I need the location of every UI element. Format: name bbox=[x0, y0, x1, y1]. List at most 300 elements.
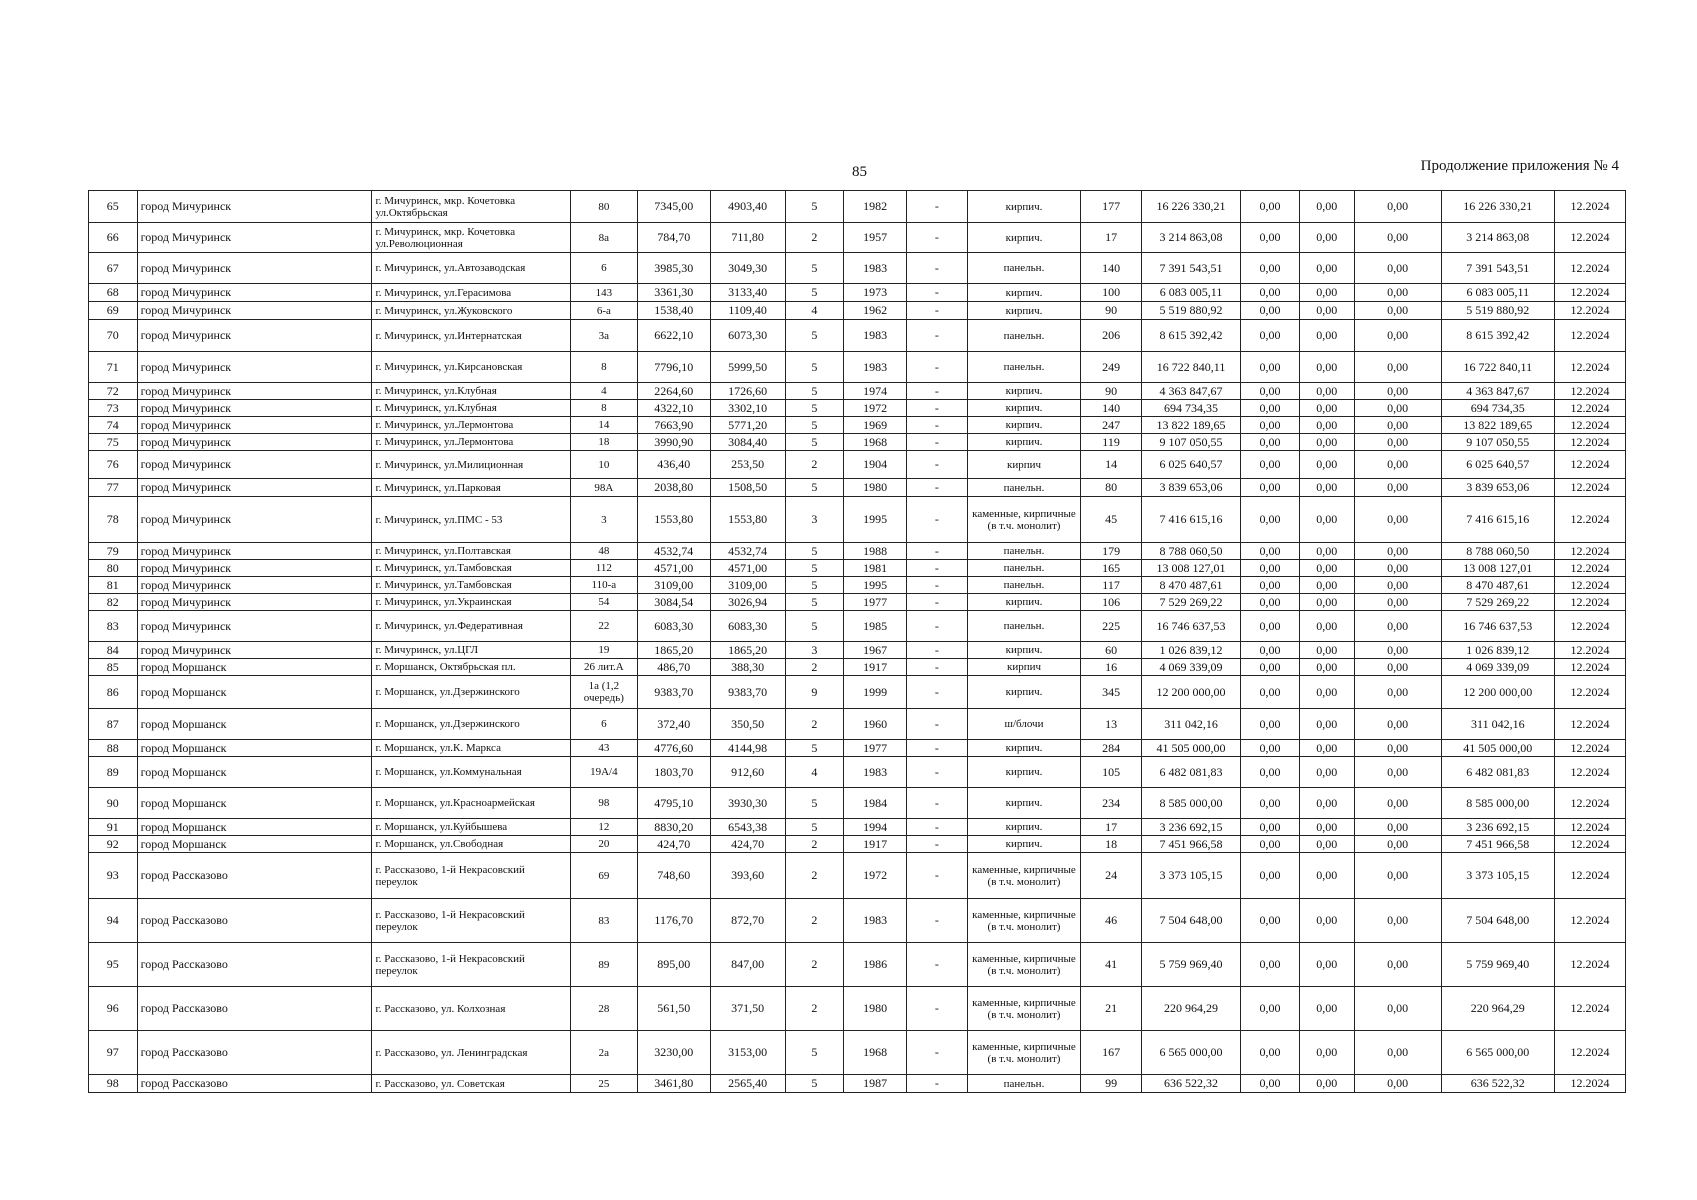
deadline-cell: 12.2024 bbox=[1555, 560, 1626, 577]
floors-cell: 5 bbox=[785, 400, 844, 417]
house-number-cell: 12 bbox=[570, 819, 637, 836]
table-row bbox=[89, 676, 1626, 709]
living-area-cell: 350,50 bbox=[710, 709, 785, 740]
total-area-cell: 424,70 bbox=[637, 836, 710, 853]
cost-cell: 16 746 637,53 bbox=[1141, 611, 1240, 642]
year-built-cell: 1917 bbox=[844, 836, 907, 853]
dash-cell: - bbox=[907, 497, 968, 543]
total-cost-cell: 16 746 637,53 bbox=[1441, 611, 1554, 642]
living-area-cell: 6073,30 bbox=[710, 320, 785, 352]
dash-cell: - bbox=[907, 1031, 968, 1075]
house-number-cell: 8а bbox=[570, 223, 637, 253]
residents-cell: 14 bbox=[1081, 451, 1142, 479]
cost-cell: 12 200 000,00 bbox=[1141, 676, 1240, 709]
row-number: 75 bbox=[89, 434, 138, 451]
municipality-cell: город Мичуринск bbox=[137, 352, 372, 383]
table-row bbox=[89, 740, 1626, 757]
year-built-cell: 1917 bbox=[844, 659, 907, 676]
row-number: 88 bbox=[89, 740, 138, 757]
total-cost-cell: 220 964,29 bbox=[1441, 987, 1554, 1031]
cost-cell: 311 042,16 bbox=[1141, 709, 1240, 740]
row-number: 66 bbox=[89, 223, 138, 253]
fund-1-cell: 0,00 bbox=[1241, 577, 1300, 594]
living-area-cell: 371,50 bbox=[710, 987, 785, 1031]
year-built-cell: 1967 bbox=[844, 642, 907, 659]
house-number-cell: 48 bbox=[570, 543, 637, 560]
fund-1-cell: 0,00 bbox=[1241, 899, 1300, 943]
fund-3-cell: 0,00 bbox=[1354, 987, 1441, 1031]
dash-cell: - bbox=[907, 788, 968, 819]
total-area-cell: 748,60 bbox=[637, 853, 710, 899]
residents-cell: 247 bbox=[1081, 417, 1142, 434]
deadline-cell: 12.2024 bbox=[1555, 1075, 1626, 1093]
fund-2-cell: 0,00 bbox=[1299, 642, 1354, 659]
deadline-cell: 12.2024 bbox=[1555, 417, 1626, 434]
cost-cell: 220 964,29 bbox=[1141, 987, 1240, 1031]
dash-cell: - bbox=[907, 836, 968, 853]
municipality-cell: город Мичуринск bbox=[137, 560, 372, 577]
table-row bbox=[89, 497, 1626, 543]
floors-cell: 5 bbox=[785, 788, 844, 819]
residents-cell: 16 bbox=[1081, 659, 1142, 676]
fund-2-cell: 0,00 bbox=[1299, 1075, 1354, 1093]
floors-cell: 2 bbox=[785, 836, 844, 853]
house-number-cell: 3а bbox=[570, 320, 637, 352]
row-number: 84 bbox=[89, 642, 138, 659]
total-area-cell: 3230,00 bbox=[637, 1031, 710, 1075]
total-cost-cell: 7 529 269,22 bbox=[1441, 594, 1554, 611]
dash-cell: - bbox=[907, 676, 968, 709]
address-cell: г. Рассказово, 1-й Некрасовский переулок bbox=[372, 899, 570, 943]
living-area-cell: 2565,40 bbox=[710, 1075, 785, 1093]
living-area-cell: 4571,00 bbox=[710, 560, 785, 577]
fund-2-cell: 0,00 bbox=[1299, 709, 1354, 740]
deadline-cell: 12.2024 bbox=[1555, 676, 1626, 709]
fund-3-cell: 0,00 bbox=[1354, 740, 1441, 757]
fund-3-cell: 0,00 bbox=[1354, 497, 1441, 543]
year-built-cell: 1994 bbox=[844, 819, 907, 836]
table-row bbox=[89, 659, 1626, 676]
year-built-cell: 1983 bbox=[844, 899, 907, 943]
dash-cell: - bbox=[907, 191, 968, 223]
address-cell: г. Мичуринск, мкр. Кочетовка ул.Революционная bbox=[372, 223, 570, 253]
municipality-cell: город Рассказово bbox=[137, 987, 372, 1031]
deadline-cell: 12.2024 bbox=[1555, 497, 1626, 543]
cost-cell: 16 226 330,21 bbox=[1141, 191, 1240, 223]
house-number-cell: 69 bbox=[570, 853, 637, 899]
year-built-cell: 1983 bbox=[844, 253, 907, 284]
municipality-cell: город Мичуринск bbox=[137, 543, 372, 560]
fund-1-cell: 0,00 bbox=[1241, 284, 1300, 302]
municipality-cell: город Моршанск bbox=[137, 819, 372, 836]
house-number-cell: 143 bbox=[570, 284, 637, 302]
total-cost-cell: 41 505 000,00 bbox=[1441, 740, 1554, 757]
total-cost-cell: 7 504 648,00 bbox=[1441, 899, 1554, 943]
address-cell: г. Мичуринск, ул.Украинская bbox=[372, 594, 570, 611]
row-number: 92 bbox=[89, 836, 138, 853]
fund-1-cell: 0,00 bbox=[1241, 479, 1300, 497]
total-area-cell: 4776,60 bbox=[637, 740, 710, 757]
living-area-cell: 3930,30 bbox=[710, 788, 785, 819]
fund-2-cell: 0,00 bbox=[1299, 320, 1354, 352]
residents-cell: 80 bbox=[1081, 479, 1142, 497]
residents-cell: 167 bbox=[1081, 1031, 1142, 1075]
address-cell: г. Мичуринск, ул.Федеративная bbox=[372, 611, 570, 642]
wall-material-cell: каменные, кирпичные (в т.ч. монолит) bbox=[967, 899, 1080, 943]
wall-material-cell: кирпич. bbox=[967, 642, 1080, 659]
house-number-cell: 14 bbox=[570, 417, 637, 434]
total-cost-cell: 8 585 000,00 bbox=[1441, 788, 1554, 819]
fund-2-cell: 0,00 bbox=[1299, 560, 1354, 577]
fund-2-cell: 0,00 bbox=[1299, 497, 1354, 543]
total-area-cell: 9383,70 bbox=[637, 676, 710, 709]
year-built-cell: 1999 bbox=[844, 676, 907, 709]
fund-2-cell: 0,00 bbox=[1299, 788, 1354, 819]
floors-cell: 2 bbox=[785, 943, 844, 987]
residents-cell: 119 bbox=[1081, 434, 1142, 451]
municipality-cell: город Мичуринск bbox=[137, 577, 372, 594]
living-area-cell: 711,80 bbox=[710, 223, 785, 253]
floors-cell: 2 bbox=[785, 899, 844, 943]
floors-cell: 5 bbox=[785, 320, 844, 352]
fund-2-cell: 0,00 bbox=[1299, 543, 1354, 560]
residents-cell: 225 bbox=[1081, 611, 1142, 642]
floors-cell: 5 bbox=[785, 594, 844, 611]
deadline-cell: 12.2024 bbox=[1555, 642, 1626, 659]
deadline-cell: 12.2024 bbox=[1555, 899, 1626, 943]
municipality-cell: город Моршанск bbox=[137, 757, 372, 788]
cost-cell: 3 839 653,06 bbox=[1141, 479, 1240, 497]
fund-3-cell: 0,00 bbox=[1354, 383, 1441, 400]
dash-cell: - bbox=[907, 479, 968, 497]
living-area-cell: 3302,10 bbox=[710, 400, 785, 417]
row-number: 73 bbox=[89, 400, 138, 417]
floors-cell: 5 bbox=[785, 352, 844, 383]
row-number: 70 bbox=[89, 320, 138, 352]
residents-cell: 17 bbox=[1081, 223, 1142, 253]
total-cost-cell: 6 565 000,00 bbox=[1441, 1031, 1554, 1075]
total-area-cell: 561,50 bbox=[637, 987, 710, 1031]
fund-1-cell: 0,00 bbox=[1241, 434, 1300, 451]
table-row bbox=[89, 253, 1626, 284]
dash-cell: - bbox=[907, 383, 968, 400]
house-number-cell: 110-а bbox=[570, 577, 637, 594]
residents-cell: 234 bbox=[1081, 788, 1142, 819]
fund-1-cell: 0,00 bbox=[1241, 383, 1300, 400]
residents-cell: 100 bbox=[1081, 284, 1142, 302]
deadline-cell: 12.2024 bbox=[1555, 451, 1626, 479]
floors-cell: 5 bbox=[785, 417, 844, 434]
row-number: 79 bbox=[89, 543, 138, 560]
address-cell: г. Моршанск, ул.Свободная bbox=[372, 836, 570, 853]
address-cell: г. Мичуринск, ул.Жуковского bbox=[372, 302, 570, 320]
total-area-cell: 2264,60 bbox=[637, 383, 710, 400]
year-built-cell: 1962 bbox=[844, 302, 907, 320]
residents-cell: 90 bbox=[1081, 383, 1142, 400]
year-built-cell: 1985 bbox=[844, 611, 907, 642]
house-number-cell: 89 bbox=[570, 943, 637, 987]
fund-2-cell: 0,00 bbox=[1299, 740, 1354, 757]
total-area-cell: 3985,30 bbox=[637, 253, 710, 284]
cost-cell: 41 505 000,00 bbox=[1141, 740, 1240, 757]
deadline-cell: 12.2024 bbox=[1555, 383, 1626, 400]
table-row bbox=[89, 383, 1626, 400]
fund-1-cell: 0,00 bbox=[1241, 400, 1300, 417]
row-number: 74 bbox=[89, 417, 138, 434]
deadline-cell: 12.2024 bbox=[1555, 320, 1626, 352]
total-area-cell: 7345,00 bbox=[637, 191, 710, 223]
total-cost-cell: 4 363 847,67 bbox=[1441, 383, 1554, 400]
deadline-cell: 12.2024 bbox=[1555, 191, 1626, 223]
table-row bbox=[89, 400, 1626, 417]
table-row bbox=[89, 302, 1626, 320]
living-area-cell: 1865,20 bbox=[710, 642, 785, 659]
address-cell: г. Мичуринск, ул.Автозаводская bbox=[372, 253, 570, 284]
cost-cell: 694 734,35 bbox=[1141, 400, 1240, 417]
floors-cell: 5 bbox=[785, 819, 844, 836]
floors-cell: 5 bbox=[785, 479, 844, 497]
table-row bbox=[89, 836, 1626, 853]
table-row bbox=[89, 788, 1626, 819]
dash-cell: - bbox=[907, 987, 968, 1031]
living-area-cell: 3026,94 bbox=[710, 594, 785, 611]
residents-cell: 179 bbox=[1081, 543, 1142, 560]
total-area-cell: 4795,10 bbox=[637, 788, 710, 819]
table-row bbox=[89, 451, 1626, 479]
total-area-cell: 4571,00 bbox=[637, 560, 710, 577]
cost-cell: 8 585 000,00 bbox=[1141, 788, 1240, 819]
row-number: 77 bbox=[89, 479, 138, 497]
municipality-cell: город Рассказово bbox=[137, 943, 372, 987]
table-row bbox=[89, 417, 1626, 434]
cost-cell: 7 391 543,51 bbox=[1141, 253, 1240, 284]
cost-cell: 3 214 863,08 bbox=[1141, 223, 1240, 253]
dash-cell: - bbox=[907, 709, 968, 740]
deadline-cell: 12.2024 bbox=[1555, 819, 1626, 836]
fund-1-cell: 0,00 bbox=[1241, 191, 1300, 223]
municipality-cell: город Моршанск bbox=[137, 709, 372, 740]
deadline-cell: 12.2024 bbox=[1555, 987, 1626, 1031]
wall-material-cell: кирпич. bbox=[967, 302, 1080, 320]
total-cost-cell: 9 107 050,55 bbox=[1441, 434, 1554, 451]
fund-2-cell: 0,00 bbox=[1299, 1031, 1354, 1075]
living-area-cell: 872,70 bbox=[710, 899, 785, 943]
cost-cell: 5 759 969,40 bbox=[1141, 943, 1240, 987]
total-area-cell: 7796,10 bbox=[637, 352, 710, 383]
fund-2-cell: 0,00 bbox=[1299, 819, 1354, 836]
address-cell: г. Рассказово, ул. Советская bbox=[372, 1075, 570, 1093]
fund-1-cell: 0,00 bbox=[1241, 836, 1300, 853]
year-built-cell: 1980 bbox=[844, 479, 907, 497]
wall-material-cell: кирпич. bbox=[967, 788, 1080, 819]
cost-cell: 7 451 966,58 bbox=[1141, 836, 1240, 853]
total-cost-cell: 7 451 966,58 bbox=[1441, 836, 1554, 853]
fund-3-cell: 0,00 bbox=[1354, 709, 1441, 740]
year-built-cell: 1969 bbox=[844, 417, 907, 434]
living-area-cell: 6083,30 bbox=[710, 611, 785, 642]
deadline-cell: 12.2024 bbox=[1555, 223, 1626, 253]
dash-cell: - bbox=[907, 434, 968, 451]
residents-cell: 60 bbox=[1081, 642, 1142, 659]
fund-1-cell: 0,00 bbox=[1241, 560, 1300, 577]
living-area-cell: 424,70 bbox=[710, 836, 785, 853]
fund-3-cell: 0,00 bbox=[1354, 451, 1441, 479]
residents-cell: 90 bbox=[1081, 302, 1142, 320]
dash-cell: - bbox=[907, 659, 968, 676]
dash-cell: - bbox=[907, 594, 968, 611]
year-built-cell: 1995 bbox=[844, 577, 907, 594]
fund-1-cell: 0,00 bbox=[1241, 611, 1300, 642]
address-cell: г. Мичуринск, ул.Кирсановская bbox=[372, 352, 570, 383]
wall-material-cell: кирпич. bbox=[967, 594, 1080, 611]
address-cell: г. Мичуринск, ул.Парковая bbox=[372, 479, 570, 497]
fund-2-cell: 0,00 bbox=[1299, 479, 1354, 497]
living-area-cell: 3153,00 bbox=[710, 1031, 785, 1075]
total-cost-cell: 7 416 615,16 bbox=[1441, 497, 1554, 543]
municipality-cell: город Моршанск bbox=[137, 788, 372, 819]
dash-cell: - bbox=[907, 611, 968, 642]
living-area-cell: 3133,40 bbox=[710, 284, 785, 302]
table-row bbox=[89, 560, 1626, 577]
address-cell: г. Мичуринск, ул.ЦГЛ bbox=[372, 642, 570, 659]
cost-cell: 1 026 839,12 bbox=[1141, 642, 1240, 659]
row-number: 95 bbox=[89, 943, 138, 987]
fund-3-cell: 0,00 bbox=[1354, 853, 1441, 899]
total-area-cell: 436,40 bbox=[637, 451, 710, 479]
fund-2-cell: 0,00 bbox=[1299, 400, 1354, 417]
dash-cell: - bbox=[907, 543, 968, 560]
fund-2-cell: 0,00 bbox=[1299, 417, 1354, 434]
deadline-cell: 12.2024 bbox=[1555, 577, 1626, 594]
total-area-cell: 6083,30 bbox=[637, 611, 710, 642]
row-number: 83 bbox=[89, 611, 138, 642]
cost-cell: 13 008 127,01 bbox=[1141, 560, 1240, 577]
living-area-cell: 4144,98 bbox=[710, 740, 785, 757]
cost-cell: 3 373 105,15 bbox=[1141, 853, 1240, 899]
fund-3-cell: 0,00 bbox=[1354, 223, 1441, 253]
floors-cell: 5 bbox=[785, 543, 844, 560]
residents-cell: 106 bbox=[1081, 594, 1142, 611]
living-area-cell: 5771,20 bbox=[710, 417, 785, 434]
total-cost-cell: 12 200 000,00 bbox=[1441, 676, 1554, 709]
fund-1-cell: 0,00 bbox=[1241, 819, 1300, 836]
house-number-cell: 80 bbox=[570, 191, 637, 223]
house-number-cell: 8 bbox=[570, 400, 637, 417]
house-number-cell: 83 bbox=[570, 899, 637, 943]
house-number-cell: 54 bbox=[570, 594, 637, 611]
residents-cell: 140 bbox=[1081, 253, 1142, 284]
total-area-cell: 3084,54 bbox=[637, 594, 710, 611]
cost-cell: 7 529 269,22 bbox=[1141, 594, 1240, 611]
living-area-cell: 847,00 bbox=[710, 943, 785, 987]
deadline-cell: 12.2024 bbox=[1555, 836, 1626, 853]
wall-material-cell: панельн. bbox=[967, 611, 1080, 642]
wall-material-cell: кирпич. bbox=[967, 676, 1080, 709]
house-number-cell: 10 bbox=[570, 451, 637, 479]
year-built-cell: 1981 bbox=[844, 560, 907, 577]
municipality-cell: город Мичуринск bbox=[137, 594, 372, 611]
cost-cell: 8 615 392,42 bbox=[1141, 320, 1240, 352]
municipality-cell: город Мичуринск bbox=[137, 642, 372, 659]
cost-cell: 6 565 000,00 bbox=[1141, 1031, 1240, 1075]
address-cell: г. Мичуринск, ул.Лермонтова bbox=[372, 417, 570, 434]
fund-3-cell: 0,00 bbox=[1354, 757, 1441, 788]
wall-material-cell: каменные, кирпичные (в т.ч. монолит) bbox=[967, 1031, 1080, 1075]
row-number: 68 bbox=[89, 284, 138, 302]
dash-cell: - bbox=[907, 577, 968, 594]
total-area-cell: 1176,70 bbox=[637, 899, 710, 943]
address-cell: г. Рассказово, ул. Колхозная bbox=[372, 987, 570, 1031]
table-row bbox=[89, 1031, 1626, 1075]
deadline-cell: 12.2024 bbox=[1555, 943, 1626, 987]
municipality-cell: город Рассказово bbox=[137, 1075, 372, 1093]
residents-cell: 345 bbox=[1081, 676, 1142, 709]
row-number: 67 bbox=[89, 253, 138, 284]
fund-2-cell: 0,00 bbox=[1299, 284, 1354, 302]
municipality-cell: город Мичуринск bbox=[137, 253, 372, 284]
municipality-cell: город Мичуринск bbox=[137, 479, 372, 497]
floors-cell: 9 bbox=[785, 676, 844, 709]
municipality-cell: город Моршанск bbox=[137, 659, 372, 676]
fund-1-cell: 0,00 bbox=[1241, 417, 1300, 434]
total-area-cell: 3361,30 bbox=[637, 284, 710, 302]
row-number: 82 bbox=[89, 594, 138, 611]
house-number-cell: 6 bbox=[570, 253, 637, 284]
deadline-cell: 12.2024 bbox=[1555, 479, 1626, 497]
fund-2-cell: 0,00 bbox=[1299, 302, 1354, 320]
cost-cell: 6 083 005,11 bbox=[1141, 284, 1240, 302]
fund-3-cell: 0,00 bbox=[1354, 642, 1441, 659]
dash-cell: - bbox=[907, 819, 968, 836]
deadline-cell: 12.2024 bbox=[1555, 611, 1626, 642]
fund-3-cell: 0,00 bbox=[1354, 1031, 1441, 1075]
housing-register-table bbox=[88, 190, 1626, 1093]
wall-material-cell: панельн. bbox=[967, 543, 1080, 560]
address-cell: г. Мичуринск, мкр. Кочетовка ул.Октябрьская bbox=[372, 191, 570, 223]
fund-1-cell: 0,00 bbox=[1241, 223, 1300, 253]
house-number-cell: 98А bbox=[570, 479, 637, 497]
municipality-cell: город Мичуринск bbox=[137, 611, 372, 642]
living-area-cell: 4903,40 bbox=[710, 191, 785, 223]
address-cell: г. Мичуринск, ул.Клубная bbox=[372, 383, 570, 400]
table-row bbox=[89, 642, 1626, 659]
wall-material-cell: панельн. bbox=[967, 253, 1080, 284]
house-number-cell: 22 bbox=[570, 611, 637, 642]
floors-cell: 5 bbox=[785, 1075, 844, 1093]
fund-1-cell: 0,00 bbox=[1241, 1075, 1300, 1093]
living-area-cell: 5999,50 bbox=[710, 352, 785, 383]
fund-2-cell: 0,00 bbox=[1299, 434, 1354, 451]
wall-material-cell: кирпич. bbox=[967, 819, 1080, 836]
municipality-cell: город Мичуринск bbox=[137, 434, 372, 451]
fund-3-cell: 0,00 bbox=[1354, 417, 1441, 434]
row-number: 98 bbox=[89, 1075, 138, 1093]
wall-material-cell: панельн. bbox=[967, 352, 1080, 383]
deadline-cell: 12.2024 bbox=[1555, 853, 1626, 899]
fund-2-cell: 0,00 bbox=[1299, 853, 1354, 899]
address-cell: г. Моршанск, ул.Дзержинского bbox=[372, 709, 570, 740]
wall-material-cell: кирпич bbox=[967, 451, 1080, 479]
fund-3-cell: 0,00 bbox=[1354, 352, 1441, 383]
year-built-cell: 1904 bbox=[844, 451, 907, 479]
dash-cell: - bbox=[907, 943, 968, 987]
floors-cell: 2 bbox=[785, 659, 844, 676]
floors-cell: 3 bbox=[785, 642, 844, 659]
municipality-cell: город Рассказово bbox=[137, 1031, 372, 1075]
floors-cell: 2 bbox=[785, 987, 844, 1031]
wall-material-cell: кирпич. bbox=[967, 836, 1080, 853]
wall-material-cell: кирпич bbox=[967, 659, 1080, 676]
